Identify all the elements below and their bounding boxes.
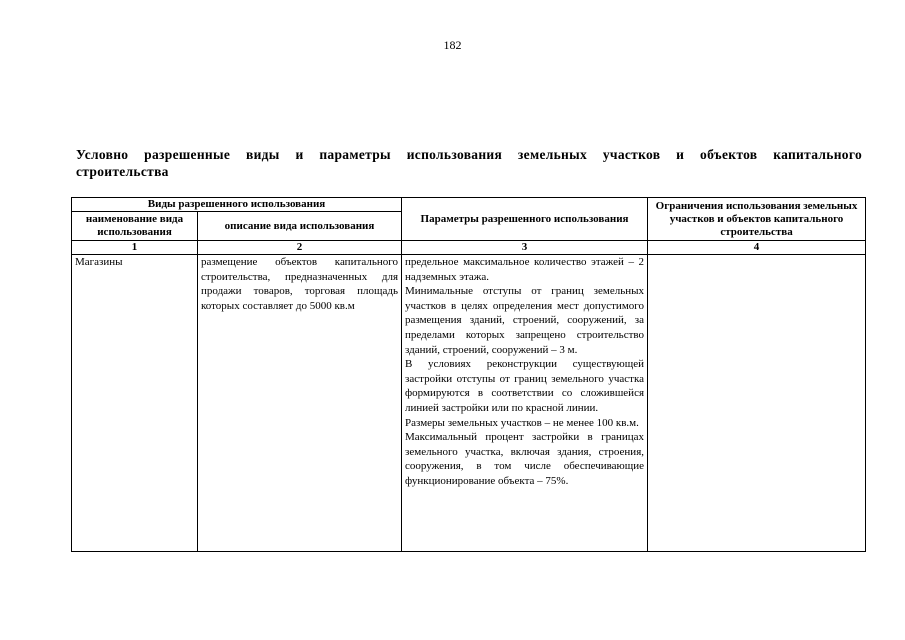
cell-use-parameters	[402, 255, 648, 552]
header-use-type-name: наименование вида использования	[72, 212, 198, 241]
table-row	[72, 255, 866, 552]
column-number: 1	[72, 241, 198, 255]
column-number: 3	[402, 241, 648, 255]
regulations-table	[71, 197, 866, 552]
header-use-type-description: описание вида использования	[198, 212, 402, 241]
section-title: Условно разрешенные виды и параметры использования земельных участков и объектов капитального строительства	[76, 147, 862, 179]
header-use-parameters: Параметры разрешенного использования	[402, 198, 648, 241]
parameter-min-setbacks: Минимальные отступы от границ земельных участков в целях определения мест допустимого размещения зданий, строений, сооружений, за пределами которых запрещено строительство зданий, строений, сооружений – 3 м.	[405, 285, 645, 356]
cell-use-restrictions	[648, 255, 866, 552]
parameter-plot-size: Размеры земельных участков – не менее 100 кв.м.	[405, 416, 639, 429]
cell-use-description: размещение объектов капитального строительства, предназначенных для продажи товаров, торговая площадь которых составляет до 5000 кв.м	[198, 255, 402, 552]
parameter-reconstruction-setbacks: В условиях реконструкции существующей застройки отступы от границ земельного участка формируются в соответствии со сложившейся линией застройки или по красной линии.	[405, 358, 645, 414]
parameter-max-floors: предельное максимальное количество этажей – 2 надземных этажа.	[405, 256, 645, 283]
column-number: 2	[198, 241, 402, 255]
header-permitted-use-types: Виды разрешенного использования	[72, 198, 402, 212]
cell-use-name: Магазины	[72, 255, 198, 552]
parameter-max-coverage: Максимальный процент застройки в границах земельного участка, включая здания, строения, сооружения, в том числе обеспечивающие функционирование объекта – 75%.	[405, 431, 645, 487]
header-use-restrictions: Ограничения использования земельных участков и объектов капитального строительства	[648, 198, 866, 241]
page-number: 182	[443, 38, 462, 52]
column-number: 4	[648, 241, 866, 255]
